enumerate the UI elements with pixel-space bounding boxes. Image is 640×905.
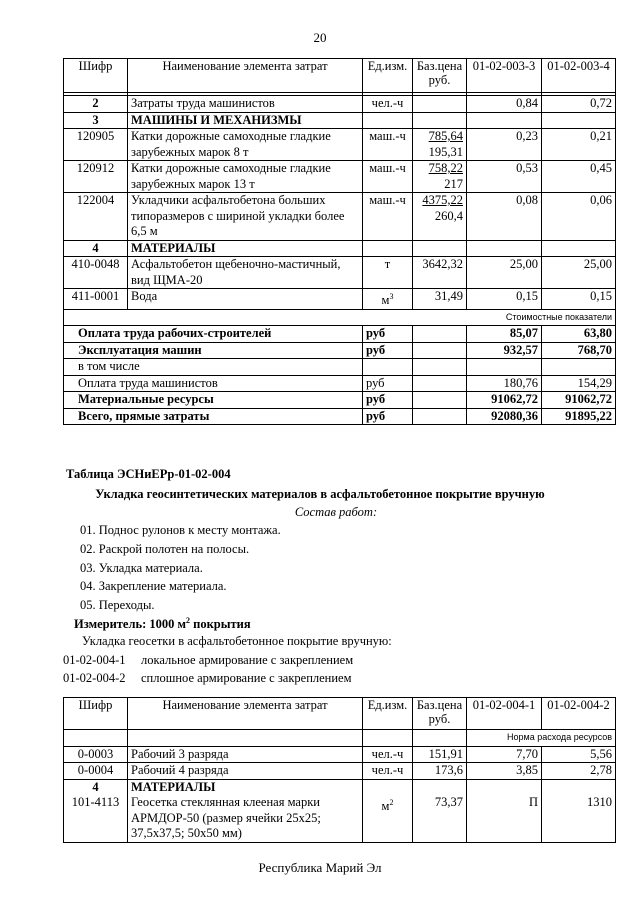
header-name: Наименование элемента затрат — [128, 698, 363, 730]
table-row: 120912 Катки дорожные самоходные гладкие зарубежных марок 13 т маш.-ч 758,22 217 0,53 0,45 — [64, 161, 616, 193]
table-row: 122004 Укладчики асфальтобетона больших типоразмеров с шириной укладки более 6,5 м маш.-ч 4375,22 260,4 0,08 0,06 — [64, 193, 616, 241]
summary-row: в том числе — [64, 359, 616, 376]
summary-row: Эксплуатация машин руб 932,57 768,70 — [64, 342, 616, 359]
table-row: 410-0048 Асфальтобетон щебеночно-мастичный, вид ЩМА-20 т 3642,32 25,00 25,00 — [64, 257, 616, 289]
resource-table-1 — [63, 58, 616, 425]
summary-row: Материальные ресурсы руб 91062,72 91062,72 — [64, 392, 616, 409]
table-title: Таблица ЭСНиЕРр-01-02-004 — [66, 467, 231, 481]
subtitle: Укладка геосетки в асфальтобетонное покрытие вручную: — [82, 634, 392, 648]
header-price: Баз.цена руб. — [413, 698, 467, 730]
table-row: 0-0004 Рабочий 4 разряда чел.-ч 173,6 3,85 2,78 — [64, 763, 616, 780]
table-row: 0-0003 Рабочий 3 разряда чел.-ч 151,91 7,70 5,56 — [64, 746, 616, 763]
header-name: Наименование элемента затрат — [128, 59, 363, 93]
section-row-machines: 3 МАШИНЫ И МЕХАНИЗМЫ — [64, 112, 616, 129]
header-price: Баз.цена руб. — [413, 59, 467, 93]
work-item: 03. Укладка материала. — [80, 561, 203, 575]
table-row: 2 Затраты труда машинистов чел.-ч 0,84 0,72 — [64, 96, 616, 113]
item-code: 01-02-004-1 — [63, 653, 126, 667]
page-number: 20 — [313, 30, 327, 45]
header-code: Шифр — [64, 59, 128, 93]
work-item: 02. Раскрой полотен на полосы. — [80, 542, 250, 556]
section-row-materials: 4 МАТЕРИАЛЫ — [64, 240, 616, 257]
works-title: Состав работ: — [294, 505, 378, 519]
header-code: Шифр — [64, 698, 128, 730]
section-title: Укладка геосинтетических материалов в асфальтобетонное покрытие вручную — [95, 487, 545, 501]
resource-table-2 — [63, 697, 616, 843]
table-row: 101-4113 Геосетка стеклянная клееная марки АРМДОР-50 (размер ячейки 25х25; 37,5х37,5; 50х50 мм) $м^2$ 73,37 П 1310 — [64, 795, 616, 842]
cost-note: Стоимостные показатели — [64, 309, 616, 326]
header-col1: 01-02-003-3 — [467, 59, 542, 93]
work-item: 04. Закрепление материала. — [80, 579, 227, 593]
header-unit: Ед.изм. — [363, 59, 413, 93]
item-code: 01-02-004-2 — [63, 671, 126, 685]
summary-row: Оплата труда рабочих-строителей руб 85,07 63,80 — [64, 326, 616, 343]
section-row-materials: 4 МАТЕРИАЛЫ — [64, 779, 616, 795]
header-col2: 01-02-003-4 — [542, 59, 616, 93]
footer: Республика Марий Эл — [258, 860, 382, 875]
header-col2: 01-02-004-2 — [542, 698, 616, 730]
work-item: 05. Переходы. — [80, 598, 155, 612]
item-text: сплошное армирование с закреплением — [141, 671, 352, 685]
summary-row: Всего, прямые затраты руб 92080,36 91895,22 — [64, 408, 616, 425]
item-text: локальное армирование с закреплением — [141, 653, 354, 667]
header-unit: Ед.изм. — [363, 698, 413, 730]
work-item: 01. Поднос рулонов к месту монтажа. — [80, 523, 281, 537]
norm-note: Норма расхода ресурсов — [467, 730, 616, 747]
table-row: 120905 Катки дорожные самоходные гладкие зарубежных марок 8 т маш.-ч 785,64 195,31 0,23 0,21 — [64, 129, 616, 161]
summary-row: Оплата труда машинистов руб 180,76 154,29 — [64, 375, 616, 392]
header-col1: 01-02-004-1 — [467, 698, 542, 730]
table-row: 411-0001 Вода $м^3$ 31,49 0,15 0,15 — [64, 289, 616, 310]
meter-line: Измеритель: 1000 $м^2$ покрытия — [74, 616, 251, 632]
